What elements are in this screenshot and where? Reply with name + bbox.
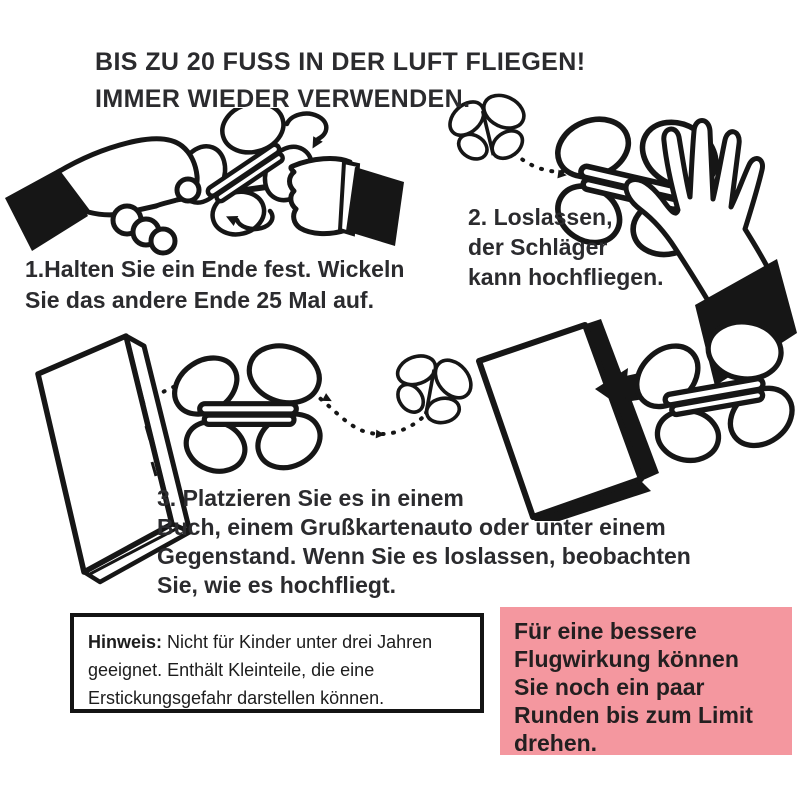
- left-hand: [58, 139, 197, 215]
- title-line-1: BIS ZU 20 FUSS IN DER LUFT FLIEGEN!: [95, 48, 586, 76]
- title-line-2: IMMER WIEDER VERWENDEN.: [95, 85, 471, 113]
- notice-text: Nicht für Kinder unter drei Jahren geeignet. Enthält Kleinteile, die eine Erstickungsgefahr darstellen können.: [88, 632, 433, 708]
- step-2-text: 2. Loslassen, der Schläger kann hochfliegen.: [468, 204, 664, 290]
- tip-box: Für eine bessere Flugwirkung können Sie noch ein paar Runden bis zum Limit drehen.: [500, 607, 792, 755]
- butterfly-icon: [160, 330, 338, 488]
- page-title: [95, 44, 585, 118]
- step-3-text: 3. Platzieren Sie es in einem Buch, einem Grußkartenauto oder unter einem Gegenstand. Wenn Sie es loslassen, beobachten Sie, wie es hochfliegt.: [157, 485, 691, 598]
- step-1-text: 1.Halten Sie ein Ende fest. Wickeln Sie das andere Ende 25 Mal auf.: [25, 256, 405, 313]
- notice-label: Hinweis:: [88, 632, 163, 652]
- safety-notice-box: [70, 613, 484, 713]
